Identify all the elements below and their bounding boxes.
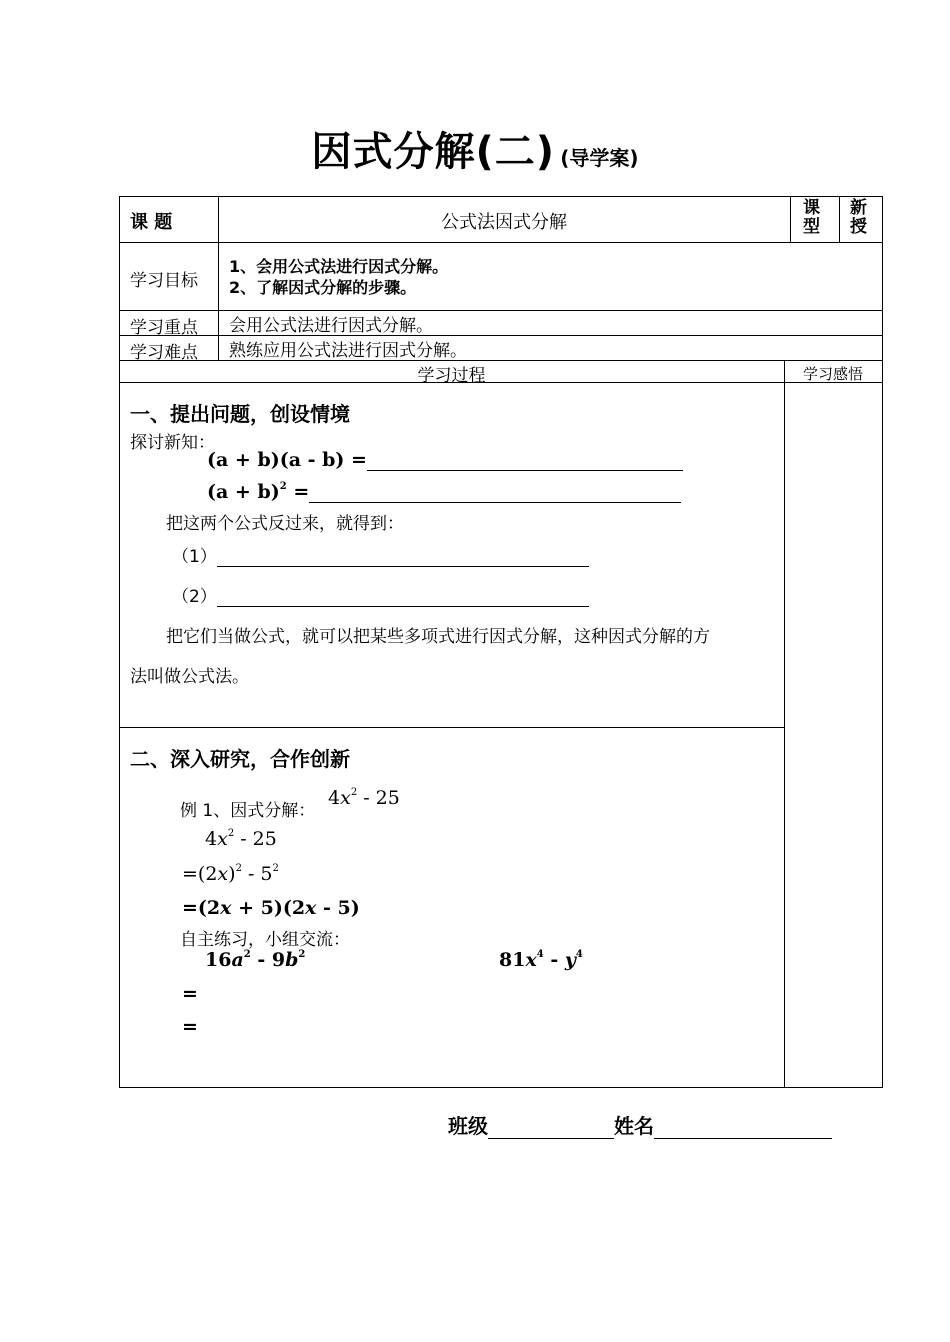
name-input[interactable] [654, 1116, 832, 1139]
objective-item: 2、了解因式分解的步骤。 [229, 278, 417, 297]
difficulty-label: 学习难点 [130, 343, 198, 363]
reflection-label: 学习感悟 [802, 365, 863, 383]
page-title [0, 120, 950, 177]
formula-2: $(a + b)^2$ = [207, 481, 681, 503]
objectives-list [229, 256, 448, 298]
objectives-label: 学习目标 [130, 271, 198, 291]
process-label: 学习过程 [417, 366, 486, 386]
blank-row-1: （1） [172, 542, 589, 567]
solution-step-2: $=(2x)^2 - 5^2$ [182, 863, 279, 885]
objective-item: 1、会用公式法进行因式分解。 [229, 257, 449, 276]
example-expression: $4x^2 - 25$ [328, 787, 400, 809]
reverse-text: 把这两个公式反过来，就得到： [166, 514, 404, 534]
type-label: 课 型 [803, 198, 820, 237]
answer-blank[interactable] [367, 452, 683, 471]
topic-value: 公式法因式分解 [441, 212, 567, 233]
exercise-2: $81x^4 - y^4$ [499, 949, 583, 971]
footer-class: 班级 姓名 [448, 1110, 832, 1139]
title-sub: (导学案) [560, 146, 639, 170]
type-value: 新 授 [850, 198, 867, 237]
section2-heading: 二、深入研究，合作创新 [130, 747, 350, 771]
paragraph-line-1: 把它们当做公式，就可以把某些多项式进行因式分解，这种因式分解的方 [166, 627, 710, 647]
section1-heading: 一、提出问题，创设情境 [130, 402, 350, 426]
title-main: 因式分解(二) [311, 129, 556, 175]
work-line-1: = [182, 983, 198, 1005]
blank-row-2: （2） [172, 582, 589, 607]
exercise-1: $16a^2 - 9b^2$ [205, 949, 306, 971]
solution-step-1: $4x^2 - 25$ [205, 828, 277, 850]
practice-label: 自主练习，小组交流： [180, 930, 350, 950]
difficulty-value: 熟练应用公式法进行因式分解。 [229, 341, 467, 361]
focus-value: 会用公式法进行因式分解。 [229, 316, 433, 336]
example-label: 例 1、因式分解： [180, 801, 316, 821]
answer-blank[interactable] [309, 484, 681, 503]
answer-blank[interactable] [217, 588, 589, 607]
formula-1: (a + b)(a - b) = [207, 449, 683, 471]
paragraph-line-2: 法叫做公式法。 [130, 667, 249, 687]
answer-blank[interactable] [217, 548, 589, 567]
work-line-2: = [182, 1016, 198, 1038]
focus-label: 学习重点 [130, 318, 198, 338]
section1-intro: 探讨新知： [130, 433, 215, 453]
solution-step-3: =(2x + 5)(2x - 5) [182, 897, 360, 919]
class-input[interactable] [488, 1116, 614, 1139]
topic-label: 课 题 [130, 212, 173, 233]
